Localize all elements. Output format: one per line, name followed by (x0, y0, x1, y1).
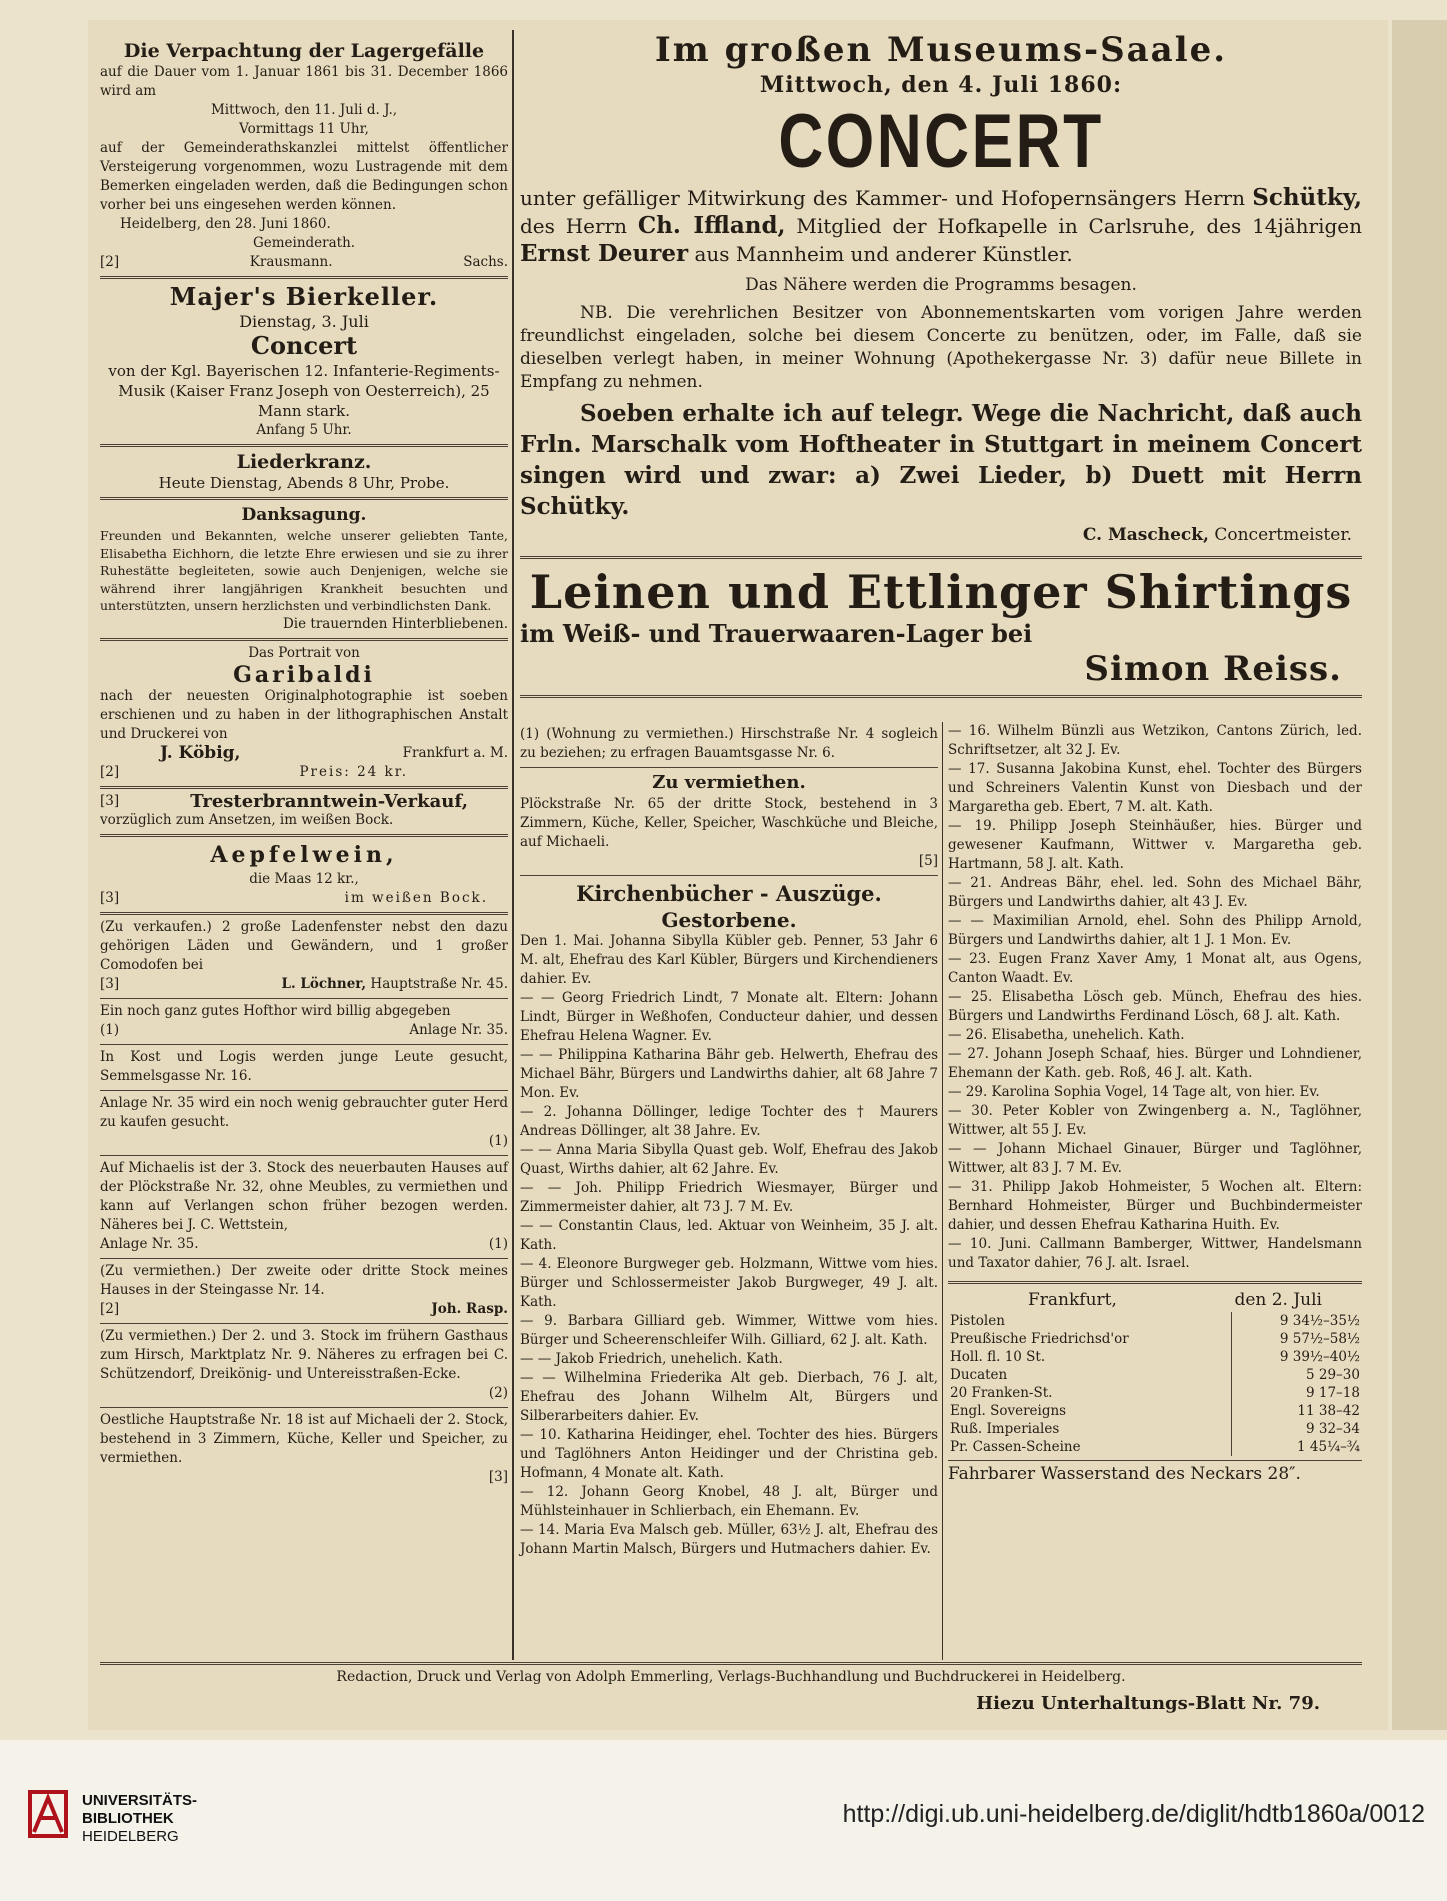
library-name (82, 1792, 197, 1846)
concert-announcement (520, 30, 1362, 698)
concert-lineup (520, 184, 1362, 268)
death-record: — 27. Johann Joseph Schaaf, hies. Bürger und Lohndiener, Ehemann der Kath. geb. Roß, 46 J. alt. Kath. (948, 1046, 1362, 1081)
death-record: — 31. Philipp Jakob Hohmeister, 5 Wochen alt. Eltern: Bernhard Hohmeister, Bürger und Buchbindermeister dahier, und dessen Ehefrau Katharina Huith. Ev. (948, 1179, 1362, 1233)
imprint: Redaction, Druck und Verlag von Adolph Emmerling, Verlags-Buchhandlung und Buchdruckerei in Heidelberg. (336, 1669, 1126, 1685)
kost-text: In Kost und Logis werden junge Leute gesucht, Semmelsgasse Nr. 16. (100, 1048, 508, 1084)
rate-value: 5 29–30 (1231, 1366, 1362, 1384)
majer-start: Anfang 5 Uhr. (256, 422, 352, 438)
column-rule-left (512, 30, 514, 1660)
garibaldi-price: Preis: 24 kr. (299, 763, 408, 780)
death-record: — 25. Elisabetha Lösch geb. Münch, Ehefrau des hies. Bürgers und Landwirths Ferdinand Lösch, 68 J. alt. Kath. (948, 989, 1362, 1024)
danksagung-signer: Die trauernden Hinterbliebenen. (282, 615, 508, 632)
ad-number: (1) (488, 1132, 508, 1149)
verpachtung-sign-row (100, 253, 508, 272)
death-record: — 23. Eugen Franz Xaver Amy, 1 Monat alt, aus Ogens, Canton Waadt. Ev. (948, 951, 1362, 986)
liederkranz-text: Heute Dienstag, Abends 8 Uhr, Probe. (158, 474, 450, 492)
oestliche-text: Oestliche Hauptstraße Nr. 18 ist auf Michaeli der 2. Stock, bestehend in 3 Zimmern, Küche, Keller und Speicher, zu vermiethen. (100, 1411, 508, 1466)
library-name-line: UNIVERSITÄTS- (82, 1792, 198, 1809)
liederkranz-notice (100, 447, 508, 500)
ad-number: [3] (100, 975, 120, 992)
frankfurt-title: Frankfurt, (1028, 1290, 1117, 1310)
ad-number: [3] (100, 889, 120, 906)
liederkranz-title: Liederkranz. (236, 451, 372, 473)
majer-text: von der Kgl. Bayerischen 12. Infanterie-Regiments-Musik (Kaiser Franz Joseph von Oesterreich), 25 Mann stark. (108, 362, 500, 420)
death-record: — — Anna Maria Sibylla Quast geb. Wolf, Ehefrau des Jakob Quast, Wirths dahier, alt 62 Jahre. Ev. (520, 1142, 938, 1177)
concert-date: Mittwoch, den 4. Juli 1860: (759, 72, 1123, 98)
zu-vermiethen-ad (520, 768, 938, 876)
concert-programs: Das Nähere werden die Programms besagen. (745, 275, 1137, 295)
rate-value: 1 45¼–¾ (1231, 1438, 1362, 1456)
garibaldi-text: nach der neuesten Originalphotographie ist soeben erschienen und zu haben in der lithographischen Anstalt und Druckerei von (100, 687, 508, 742)
signer-name: Krausmann. (249, 254, 333, 270)
majer-title: Majer's Bierkeller. (169, 282, 439, 311)
ad-number: [2] (100, 254, 120, 270)
laden-addr: Hauptstraße Nr. 45. (370, 975, 508, 992)
steingasse-name-row (100, 1300, 508, 1319)
hofthor-addr: Anlage Nr. 35. (409, 1021, 508, 1038)
garibaldi-city: Frankfurt a. M. (402, 744, 508, 761)
death-record: — 10. Katharina Heidinger, ehel. Tochter des hies. Bürgers und Taglöhners Anton Heidinger und der Christina geb. Hofmann, 4 Monate alt. Kath. (520, 1427, 938, 1481)
concert-text-g: aus Mannheim und anderer Künstler. (694, 242, 1073, 266)
garibaldi-name: Garibaldi (233, 661, 375, 688)
trester-ad (100, 789, 508, 837)
rate-value: 9 39½–40½ (1231, 1348, 1362, 1366)
death-record: — 29. Karolina Sophia Vogel, 14 Tage alt, von hier. Ev. (948, 1084, 1320, 1100)
majer-bierkeller-ad (100, 279, 508, 447)
concert-venue: Im großen Museums-Saale. (654, 30, 1228, 70)
michaelis-ad (100, 1156, 508, 1259)
frankfurt-header (948, 1288, 1362, 1312)
performer-iffland: Ch. Iffland, (637, 212, 786, 239)
death-record: — 30. Peter Kobler von Zwingenberg a. N., Taglöhner, Wittwer, alt 55 J. Ev. (948, 1103, 1362, 1138)
death-records-list (520, 932, 938, 1559)
ad-number: (2) (488, 1384, 508, 1401)
death-record: — — Jakob Friedrich, unehelich. Kath. (520, 1351, 783, 1367)
michaelis-addr-row (100, 1235, 508, 1254)
signer-title: Concertmeister. (1214, 525, 1352, 545)
rate-row (948, 1348, 1362, 1366)
rate-value: 9 32–34 (1231, 1420, 1362, 1438)
university-library-logo (24, 1784, 74, 1848)
ad-number: [3] (488, 1468, 508, 1485)
concert-news: Soeben erhalte ich auf telegr. Wege die Nachricht, daß auch Frln. Marschalk vom Hoftheater in Stuttgart in meinem Concert singen wird und zwar: a) Zwei Lieder, b) Duett mit Herrn Schütky. (520, 400, 1362, 520)
verpachtung-notice (100, 36, 508, 279)
right-column (948, 722, 1362, 1487)
danksagung-text: Freunden und Bekannten, welche unserer geliebten Tante, Elisabetha Eichhorn, die letzte Ehre erwiesen und sie zu ihrer Ruhestätte begleiteten, sowie auch Denjenigen, welche sie während ihrer langjährigen Krankheit besuchten und unterstützten, unsern herzlichsten und verbindlichsten Dank. (100, 528, 508, 613)
aepfelwein-price: die Maas 12 kr., (249, 870, 359, 887)
ad-number: [2] (100, 1300, 120, 1317)
zu-vermiethen-title: Zu vermiethen. (652, 772, 806, 793)
separator (520, 556, 1362, 559)
death-record: — 4. Eleonore Burgweger geb. Holzmann, Wittwe vom hies. Bürger und Schlossermeister Jakob Burgweger, 49 J. alt. Kath. (520, 1256, 938, 1310)
rate-row (948, 1330, 1362, 1348)
oestliche-ad (100, 1408, 508, 1491)
laden-text: (Zu verkaufen.) 2 große Ladenfenster nebst den dazu gehörigen Läden und Gewändern, und 1 großer Comodofen bei (100, 918, 508, 973)
rate-name: Preußische Friedrichsd'or (950, 1331, 1129, 1347)
garibaldi-price-row (100, 763, 508, 782)
rate-row (948, 1420, 1362, 1438)
laden-firm: L. Löchner, (281, 975, 367, 992)
hofthor-addr-row (100, 1021, 508, 1040)
death-record: — — Johann Michael Ginauer, Bürger und Taglöhner, Wittwer, alt 83 J. 7 M. Ev. (948, 1141, 1362, 1176)
rate-name: Ruß. Imperiales (950, 1421, 1060, 1437)
kirchen-title: Kirchenbücher - Auszüge. (576, 881, 882, 906)
leinen-firm: Simon Reiss. (1084, 649, 1342, 689)
death-record: — 10. Juni. Callmann Bamberger, Wittwer, Handelsmann und Taxator dahier, 76 J. alt. Israel. (948, 1236, 1362, 1271)
concert-text-e: Mitglied der Hofkapelle in Carlsruhe, des 14jährigen (796, 214, 1363, 238)
left-column (100, 36, 508, 1491)
garibaldi-intro: Das Portrait von (248, 644, 360, 661)
death-record: — 9. Barbara Gilliard geb. Wimmer, Wittwe vom hies. Bürger und Scheerenschleifer Wilh. Gilliard, 62 J. alt. Kath. (520, 1313, 938, 1348)
rate-value: 9 34½–35½ (1231, 1312, 1362, 1330)
rate-name: Engl. Sovereigns (950, 1403, 1067, 1419)
performer-schuetky: Schütky, (1252, 184, 1362, 211)
verpachtung-title: Die Verpachtung der Lagergefälle (123, 40, 485, 62)
trester-title: Tresterbranntwein-Verkauf, (190, 790, 468, 812)
rate-name: Holl. fl. 10 St. (950, 1349, 1046, 1365)
death-record: — — Joh. Philipp Friedrich Wiesmayer, Bürger und Zimmermeister dahier, alt 73 J. 7 M. Ev. (520, 1180, 938, 1215)
concert-title: CONCERT (778, 99, 1104, 184)
separator (520, 695, 1362, 698)
footer-rule (100, 1662, 1362, 1665)
ad-number: (1) (488, 1235, 508, 1252)
hofthor-ad (100, 999, 508, 1045)
leinen-title: Leinen und Ettlinger Shirtings (529, 565, 1353, 619)
michaelis-addr: Anlage Nr. 35. (100, 1235, 199, 1252)
rate-name: Ducaten (950, 1367, 1008, 1383)
performer-deurer: Ernst Deurer (520, 240, 689, 267)
death-record: — 16. Wilhelm Bünzli aus Wetzikon, Cantons Zürich, led. Schriftsetzer, alt 32 J. Ev. (948, 723, 1362, 758)
concert-signature (520, 522, 1362, 548)
rate-name: Pistolen (950, 1313, 1005, 1329)
death-record: — 26. Elisabetha, unehelich. Kath. (948, 1027, 1185, 1043)
leinen-sub: im Weiß- und Trauerwaaren-Lager bei (520, 619, 1033, 648)
aepfelwein-ad (100, 837, 508, 915)
rate-value: 9 57½–58½ (1231, 1330, 1362, 1348)
danksagung-notice (100, 500, 508, 641)
steingasse-ad (100, 1259, 508, 1324)
rate-row (948, 1366, 1362, 1384)
majer-date: Dienstag, 3. Juli (239, 312, 369, 331)
verpachtung-date: Mittwoch, den 11. Juli d. J., (210, 102, 398, 118)
column-rule-mid (942, 722, 943, 1660)
rate-value: 9 17–18 (1231, 1384, 1362, 1402)
permalink-url[interactable]: http://digi.ub.uni-heidelberg.de/diglit/hdtb1860a/0012 (842, 1800, 1425, 1828)
frankfurt-date: den 2. Juli (1234, 1290, 1322, 1310)
death-record: — — Constantin Claus, led. Aktuar von Weinheim, 35 J. alt. Kath. (520, 1218, 938, 1253)
rate-name: Pr. Cassen-Scheine (950, 1439, 1081, 1455)
verpachtung-text1: auf die Dauer vom 1. Januar 1861 bis 31. December 1866 wird am (100, 64, 508, 99)
death-record: — — Georg Friedrich Lindt, 7 Monate alt. Eltern: Johann Lindt, Bürger in Weßhofen, Conducteur dahier, und dessen Ehefrau Helena Wagner. Ev. (520, 990, 938, 1044)
library-name-line: HEIDELBERG (82, 1828, 179, 1845)
kost-ad (100, 1045, 508, 1091)
gestorbene-heading: Gestorbene. (661, 908, 797, 932)
signer-name: Sachs. (463, 254, 508, 270)
church-records-column (520, 722, 938, 1559)
garibaldi-firm: J. Köbig, (160, 742, 241, 763)
concert-text-c: des Herrn (520, 214, 628, 238)
laden-firm-row (100, 975, 508, 994)
garibaldi-firm-row (100, 744, 508, 763)
herd-text: Anlage Nr. 35 wird ein noch wenig gebrauchter guter Herd zu kaufen gesucht. (100, 1094, 508, 1130)
death-record: — 19. Philipp Joseph Steinhäußer, hies. Bürger und gewesener Kaufmann, Wittwer v. Margaretha geb. Hartmann, 58 J. alt. Kath. (948, 818, 1362, 872)
rate-row (948, 1312, 1362, 1330)
rate-row (948, 1438, 1362, 1456)
death-record: — 17. Susanna Jakobina Kunst, ehel. Tochter des Bürgers und Schreiners Valentin Kunst von Diesbach und der Margaretha geb. Ebert, 7 M. alt. Kath. (948, 761, 1362, 815)
aepfelwein-place-row (100, 889, 508, 908)
rate-row (948, 1384, 1362, 1402)
ad-number: [2] (100, 763, 120, 780)
ad-number: (1) (100, 1021, 120, 1038)
hirsch-ad (100, 1324, 508, 1408)
supplement-note: Hiezu Unterhaltungs-Blatt Nr. 79. (976, 1693, 1320, 1714)
aepfelwein-title: Aepfelwein, (210, 841, 398, 868)
death-record: — — Maximilian Arnold, ehel. Sohn des Philipp Arnold, Bürgers und Landwirths dahier, alt 1 J. 1 Mon. Ev. (948, 913, 1362, 948)
library-name-line: BIBLIOTHEK (82, 1810, 174, 1827)
signer-name: C. Mascheck, (1082, 525, 1209, 545)
concert-nb: NB. Die verehrlichen Besitzer von Abonnementskarten vom vorigen Jahre werden freundlichst eingeladen, solche bei diesem Concerte zu benützen, oder, im Falle, daß sie dieselben verlegt haben, in meiner Wohnung (Apothekergasse Nr. 3) dafür neue Billete in Empfang zu nehmen. (520, 303, 1362, 392)
rate-value: 11 38–42 (1231, 1402, 1362, 1420)
trester-title-row (100, 792, 508, 811)
frankfurt-rates (948, 1281, 1362, 1456)
garibaldi-ad (100, 641, 508, 789)
death-record: — — Wilhelmina Friederika Alt geb. Dierbach, 76 J. alt, Ehefrau des Johann Wilhelm Alt, Bürgers und Silberarbeiters dahier. Ev. (520, 1370, 938, 1424)
library-footer-bar (0, 1740, 1447, 1901)
hirschstrasse-text: (1) (Wohnung zu vermiethen.) Hirschstraße Nr. 4 sogleich zu beziehen; zu erfragen Bauamtsgasse Nr. 6. (520, 726, 938, 761)
library-logo-icon (24, 1784, 74, 1844)
trester-text: vorzüglich zum Ansetzen, im weißen Bock. (100, 811, 394, 828)
hofthor-text: Ein noch ganz gutes Hofthor wird billig abgegeben (100, 1002, 451, 1019)
death-record: — — Philippina Katharina Bähr geb. Helwerth, Ehefrau des Michael Bähr, Bürgers und Landwirths dahier, alt 68 Jahre 7 Mon. Ev. (520, 1047, 938, 1101)
concert-text-a: unter gefälliger Mitwirkung des Kammer- und Hofopernsängers Herrn (520, 186, 1245, 210)
danksagung-title: Danksagung. (241, 505, 367, 525)
death-record: — 2. Johanna Döllinger, ledige Tochter des † Maurers Andreas Döllinger, alt 38 Jahre. Ev. (520, 1104, 938, 1139)
verpachtung-text2: auf der Gemeinderathskanzlei mittelst öffentlicher Versteigerung vorgenommen, wozu Lustragende mit dem Bemerken eingeladen werden, daß die Bedingungen schon vorher bei uns eingesehen werden können. (100, 140, 508, 213)
death-record: — 12. Johann Georg Knobel, 48 J. alt, Bürger und Mühlsteinhauer in Schlierbach, ein Ehemann. Ev. (520, 1484, 938, 1519)
death-record: Den 1. Mai. Johanna Sibylla Kübler geb. Penner, 53 Jahr 6 M. alt, Ehefrau des Karl Kübler, Bürgers und Kirchendieners dahier. Ev. (520, 933, 938, 987)
exchange-rate-table (948, 1312, 1362, 1456)
death-record: — 14. Maria Eva Malsch geb. Müller, 63½ J. alt, Ehefrau des Johann Martin Malsch, Bürgers und Hutmachers dahier. Ev. (520, 1522, 938, 1557)
death-record: — 21. Andreas Bähr, ehel. led. Sohn des Michael Bähr, Bürgers und Landwirths dahier, alt 43 J. Ev. (948, 875, 1362, 910)
steingasse-name: Joh. Rasp. (431, 1300, 508, 1317)
verpachtung-signer: Gemeinderath. (252, 235, 356, 251)
steingasse-text: (Zu vermiethen.) Der zweite oder dritte Stock meines Hauses in der Steingasse Nr. 14. (100, 1262, 508, 1298)
next-page-edge (1392, 20, 1447, 1730)
ad-number: [3] (100, 792, 120, 809)
herd-ad (100, 1091, 508, 1156)
michaelis-text: Auf Michaelis ist der 3. Stock des neuerbauten Hauses auf der Plöckstraße Nr. 32, ohne Meubles, zu vermiethen und kann auf Verlangen schon früher bezogen werden. Näheres bei J. C. Wettstein, (100, 1159, 508, 1233)
verpachtung-place-date: Heidelberg, den 28. Juni 1860. (120, 216, 331, 232)
hirschstrasse-ad (520, 722, 938, 768)
verpachtung-time: Vormittags 11 Uhr, (239, 121, 369, 137)
majer-concert: Concert (250, 331, 358, 360)
death-records-list (948, 722, 1362, 1273)
ad-number: [5] (918, 853, 938, 869)
zu-vermiethen-text: Plöckstraße Nr. 65 der dritte Stock, bestehend in 3 Zimmern, Küche, Keller, Speicher, Waschküche und Bleiche, auf Michaeli. (520, 796, 938, 850)
rate-row (948, 1402, 1362, 1420)
wasserstand: Fahrbarer Wasserstand des Neckars 28″. (948, 1460, 1362, 1487)
aepfelwein-place: im weißen Bock. (344, 889, 488, 906)
hirsch-text: (Zu vermiethen.) Der 2. und 3. Stock im frühern Gasthaus zum Hirsch, Marktplatz Nr. 9. Näheres zu erfragen bei C. Schützendorf, Dreikönig- und Untereisstraßen-Ecke. (100, 1327, 508, 1382)
rate-name: 20 Franken-St. (950, 1385, 1053, 1401)
laden-ad (100, 915, 508, 999)
